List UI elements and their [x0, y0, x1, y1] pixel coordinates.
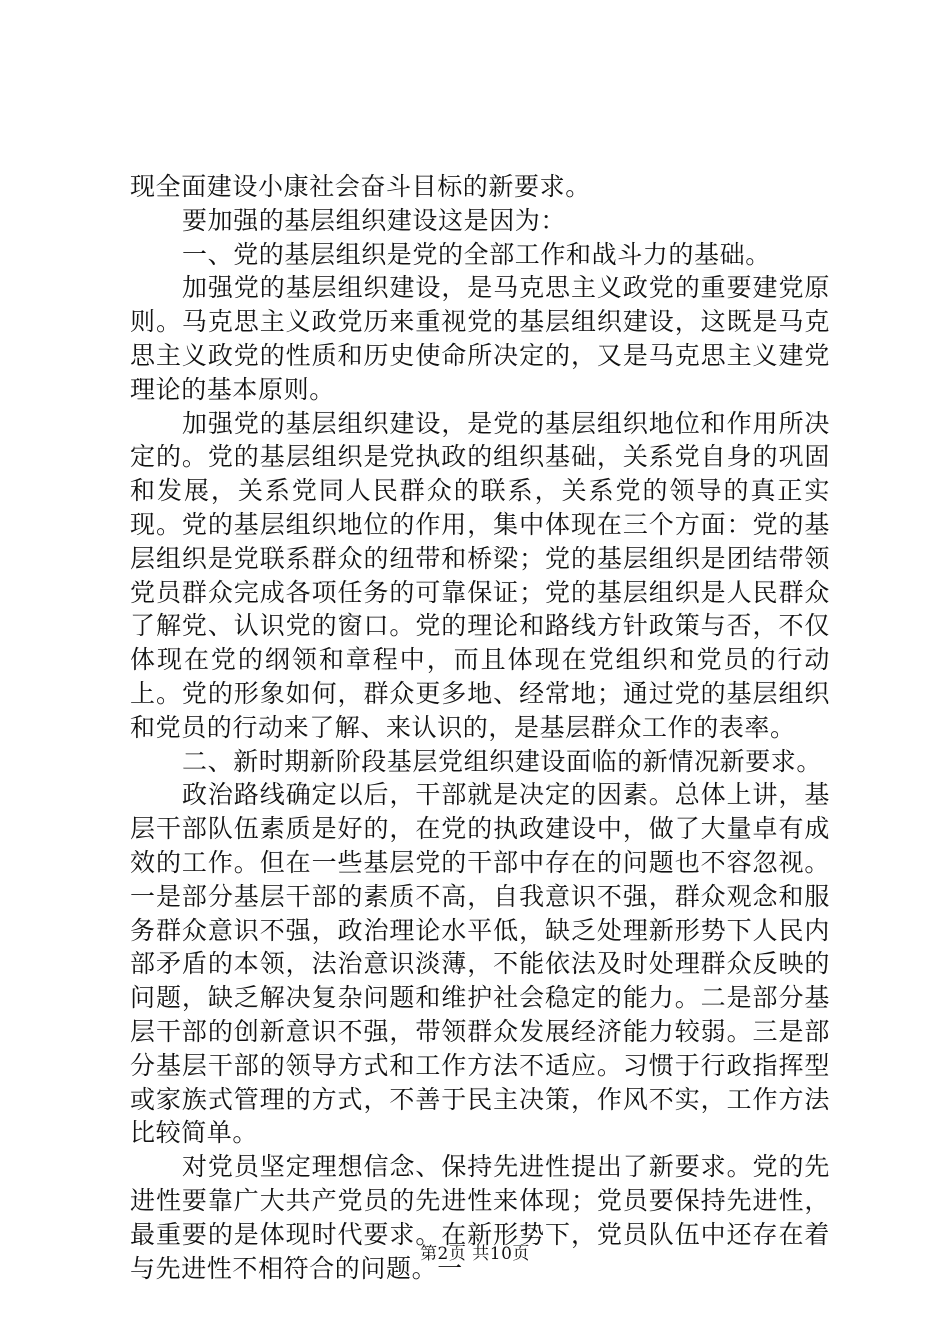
section-heading-1: 一、党的基层组织是党的全部工作和战斗力的基础。 [182, 239, 771, 269]
paragraph-1: 现全面建设小康社会奋斗目标的新要求。 [130, 172, 591, 201]
paragraph-8: 对党员坚定理想信念、保持先进性提出了新要求。党的先进性要靠广大共产党员的先进性来体现；党员要保持先进性，最重要的是体现时代要求。在新形势下，党员队伍中还存在着与先进性不相符合的问题。一 [130, 1152, 830, 1283]
paragraph-5: 加强党的基层组织建设，是党的基层组织地位和作用所决定的。党的基层组织是党执政的组织基础，关系党自身的巩固和发展，关系党同人民群众的联系，关系党的领导的真正实现。党的基层组织地位的作用，集中体现在三个方面：党的基层组织是党联系群众的纽带和桥梁；党的基层组织是团结带领党员群众完成各项任务的可靠保证；党的基层组织是人民群众了解党、认识党的窗口。党的理论和路线方针政策与否，不仅体现在党的纲领和章程中，而且体现在党组织和党员的行动上。党的形象如何，群众更多地、经常地；通过党的基层组织和党员的行动来了解、来认识的，是基层群众工作的表率。 [130, 408, 830, 742]
paragraph-7: 政治路线确定以后，干部就是决定的因素。总体上讲，基层干部队伍素质是好的，在党的执政建设中，做了大量卓有成效的工作。但在一些基层党的干部中存在的问题也不容忽视。一是部分基层干部的素质不高，自我意识不强，群众观念和服务群众意识不强，政治理论水平低，缺乏处理新形势下人民内部矛盾的本领，法治意识淡薄，不能依法及时处理群众反映的问题，缺乏解决复杂问题和维护社会稳定的能力。二是部分基层干部的创新意识不强，带领群众发展经济能力较弱。三是部分基层干部的领导方式和工作方法不适应。习惯于行政指挥型或家族式管理的方式，不善于民主决策，作风不实，工作方法比较简单。 [130, 780, 830, 1148]
document-body [130, 170, 830, 1285]
paragraph-4: 加强党的基层组织建设，是马克思主义政党的重要建党原则。马克思主义政党历来重视党的基层组织建设，这既是马克思主义政党的性质和历史使命所决定的，又是马克思主义建党理论的基本原则。 [130, 273, 830, 404]
section-heading-2: 二、新时期新阶段基层党组织建设面临的新情况新要求。 [182, 746, 823, 776]
page-number-footer: 第2页 共10页 [420, 1244, 530, 1264]
paragraph-2: 要加强的基层组织建设这是因为： [182, 205, 567, 235]
